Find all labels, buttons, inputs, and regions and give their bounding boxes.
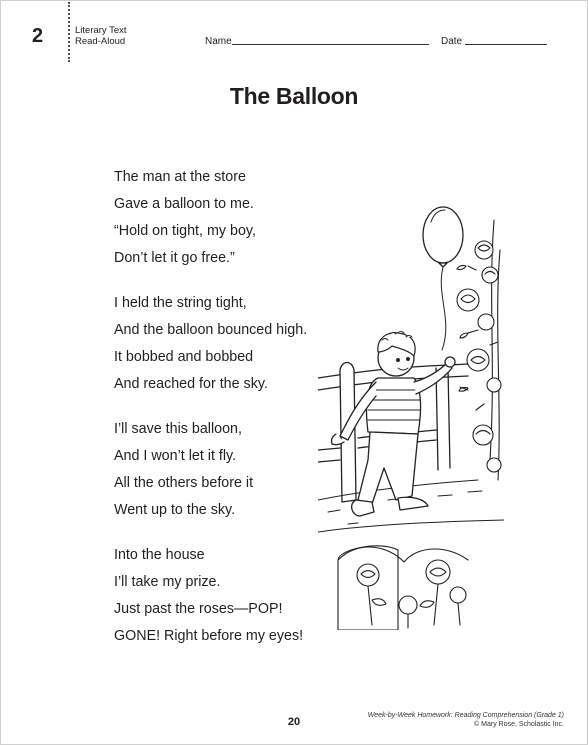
poem-line: And the balloon bounced high. [114, 322, 308, 338]
poem-line: And reached for the sky. [114, 376, 268, 392]
poem-line: And I won’t let it fly. [114, 448, 237, 464]
poem-line: I held the string tight, [114, 295, 247, 311]
poem-line: Went up to the sky. [114, 502, 236, 518]
unit-label [75, 25, 127, 47]
date-field[interactable] [465, 44, 547, 45]
unit-label-line2: Read-Aloud [75, 36, 126, 47]
poem-line: “Hold on tight, my boy, [114, 223, 256, 239]
poem-line: The man at the store [114, 169, 246, 185]
rose-bush-icon [457, 220, 501, 480]
unit-label-line1: Literary Text [75, 25, 127, 36]
poem [114, 164, 334, 668]
stanza [114, 542, 334, 650]
stanza [114, 416, 334, 524]
date-label: Date [441, 36, 463, 47]
copyright: © Mary Rose, Scholastic Inc. [474, 721, 564, 728]
stanza [114, 290, 334, 398]
poem-line: Gave a balloon to me. [114, 196, 254, 212]
name-field[interactable] [232, 44, 429, 45]
poem-line: Just past the roses—POP! [114, 601, 283, 617]
book-title: Week-by-Week Homework: Reading Comprehension (Grade 1) [367, 712, 564, 719]
poem-line: It bobbed and bobbed [114, 349, 254, 365]
poem-line: I’ll take my prize. [114, 574, 221, 590]
unit-number: 2 [32, 25, 44, 47]
front-roses-icon [338, 546, 468, 630]
name-label: Name [205, 36, 232, 47]
stanza [114, 164, 334, 272]
poem-line: All the others before it [114, 475, 254, 491]
page-number: 20 [287, 716, 301, 728]
balloon-icon [423, 207, 463, 350]
poem-line: Into the house [114, 547, 205, 563]
poem-line: I’ll save this balloon, [114, 421, 242, 437]
boy-with-balloon-illustration [318, 200, 504, 630]
poem-line: Don’t let it go free.” [114, 250, 235, 266]
page-title: The Balloon [229, 83, 359, 109]
poem-line: GONE! Right before my eyes! [114, 628, 304, 644]
footer-credit [368, 711, 564, 729]
dotted-divider [68, 2, 70, 62]
worksheet-header [0, 0, 588, 60]
